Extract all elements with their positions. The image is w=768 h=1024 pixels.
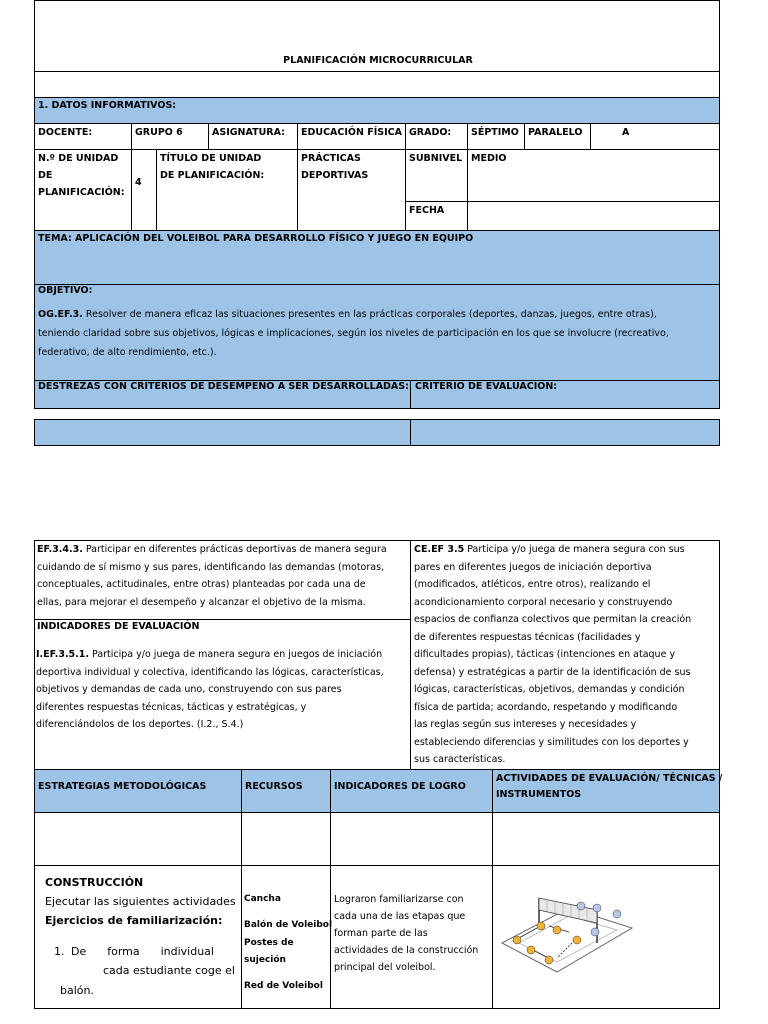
- datos-section-label: 1. DATOS INFORMATIVOS:: [38, 100, 177, 111]
- th-estrategias: [34, 769, 242, 813]
- indicador-text-0: Participa y/o juega de manera segura en juegos de iniciación: [89, 649, 383, 660]
- logro-line-2: cada una de las etapas que: [334, 911, 466, 922]
- titulo-value-line2: DEPORTIVAS: [301, 170, 369, 181]
- actividades-cell: [492, 865, 720, 1009]
- titulo-value-cell: [297, 149, 406, 231]
- destreza-text-0: Participar en diferentes prácticas deportivas de manera segura: [82, 544, 387, 555]
- estrategias-cell: [34, 865, 242, 1009]
- objetivo-row: [34, 284, 720, 381]
- logro-cell: [330, 865, 493, 1009]
- criterio-line-3: (modificados, atléticos, entre otros), realizando el: [414, 579, 651, 590]
- objetivo-line2: teniendo claridad sobre sus objetivos, lógicas e implicaciones, según los niveles de participación en los que se involucre (recreativo,: [38, 328, 669, 339]
- th-actividades: [492, 769, 723, 813]
- criterio-detail-cell: [410, 540, 720, 770]
- ejecutar-text: Ejecutar las siguientes actividades: [45, 895, 236, 908]
- th-indicadores: [330, 769, 493, 813]
- subnivel-label: SUBNIVEL: [405, 149, 468, 202]
- objetivo-text-1: Resolver de manera eficaz las situaciones presentes en las prácticas corporales (deportes, danzas, juegos, entre otras),: [82, 309, 657, 320]
- recurso-cancha: Cancha: [244, 894, 281, 904]
- item-line-3: balón.: [60, 984, 94, 997]
- empty-cell-3: [330, 812, 493, 866]
- destreza-line-3: conceptuales, actitudinales, entre otras) planteadas por cada una de: [37, 579, 366, 590]
- objetivo-code: OG.EF.3.: [38, 309, 83, 320]
- logro-line-5: principal del voleibol.: [334, 962, 436, 973]
- th-indicadores-text: INDICADORES DE LOGRO: [334, 781, 466, 792]
- th-actividades-line1: ACTIVIDADES DE EVALUACIÓN/ TÉCNICAS /: [496, 773, 723, 784]
- unidad-value: 4: [131, 149, 157, 231]
- criterio-line-8: defensa) y estratégicas a partir de la identificación de sus: [414, 666, 691, 678]
- criterio-line-11: las reglas según sus intereses y necesidades y: [414, 719, 637, 730]
- indicador-line-5: diferenciándolos de los deportes. (I.2., S.4.): [36, 719, 244, 730]
- construccion-heading: CONSTRUCCIÓN: [45, 876, 144, 889]
- fecha-value: [467, 201, 720, 231]
- docente-label: DOCENTE:: [34, 123, 132, 150]
- titulo-label-line2: DE PLANIFICACIÓN:: [160, 170, 265, 181]
- tema-row: [34, 230, 720, 285]
- th-actividades-line2: INSTRUMENTOS: [496, 789, 582, 800]
- title-row: [34, 0, 720, 72]
- destrezas-header-left: [34, 380, 411, 409]
- destreza-code: EF.3.4.3.: [37, 544, 83, 555]
- indicador-line-4: diferentes respuestas técnicas, tácticas y estratégicas, y: [36, 701, 307, 713]
- objetivo-label: OBJETIVO:: [38, 285, 93, 296]
- th-recursos: [241, 769, 331, 813]
- subnivel-value: MEDIO: [467, 149, 720, 202]
- asignatura-value: EDUCACIÓN FÍSICA: [297, 123, 406, 150]
- recurso-postes: Postes de: [244, 938, 294, 948]
- criterio-header-text: CRITERIO DE EVALUACIÓN:: [415, 381, 558, 392]
- recurso-balon: Balón de Voleibol: [244, 920, 333, 930]
- paralelo-label: PARALELO: [524, 123, 591, 150]
- empty-cell-4: [492, 812, 720, 866]
- criterio-line-7: dificultades propias), tácticas (intenciones en ataque y: [414, 649, 676, 660]
- paralelo-value: A: [590, 123, 720, 150]
- blank-row-right: [410, 419, 720, 446]
- titulo-label-line1: TÍTULO DE UNIDAD: [160, 153, 262, 164]
- grado-label: GRADO:: [405, 123, 468, 150]
- unidad-label-line1: N.º DE UNIDAD DE: [38, 153, 119, 181]
- indicador-line-2: deportiva individual y colectiva, identificando las lógicas, características,: [36, 666, 384, 678]
- th-recursos-text: RECURSOS: [245, 781, 303, 792]
- docente-value: GRUPO 6: [131, 123, 209, 150]
- criterio-line-4: acondicionamiento corporal necesario y construyendo: [414, 596, 673, 608]
- tema-text: TEMA: APLICACIÓN DEL VOLEIBOL PARA DESARROLLO FÍSICO Y JUEGO EN EQUIPO: [38, 233, 474, 244]
- destrezas-header-text: DESTREZAS CON CRITERIOS DE DESEMPEÑO A SER DESARROLLADAS:: [38, 381, 409, 392]
- item-line-2: cada estudiante coge el: [103, 964, 235, 977]
- logro-line-4: actividades de la construcción: [334, 945, 479, 956]
- logro-line-3: forman parte de las: [334, 928, 428, 939]
- spacer-row: [34, 71, 720, 98]
- criterio-line-5: espacios de confianza colectivos que permitan la creación: [414, 614, 692, 625]
- destreza-line-1: [37, 541, 387, 558]
- indicador-line-1: [36, 646, 382, 663]
- titulo-label-cell: [156, 149, 298, 231]
- criterio-line-12: estableciendo diferencias y similitudes con los deportes y: [414, 736, 689, 748]
- criterio-line-10: física de partida; acordando, respetando y modificando: [414, 701, 678, 713]
- indicadores-label: INDICADORES DE EVALUACIÓN: [37, 621, 200, 632]
- criterio-line-6: de diferentes respuestas técnicas (facilidades y: [414, 631, 641, 643]
- criterio-line-13: sus características.: [414, 754, 506, 765]
- destreza-line-2: cuidando de sí mismo y sus pares, identificando las demandas (motoras,: [37, 561, 385, 573]
- criterio-code: CE.EF 3.5: [414, 544, 465, 555]
- empty-cell-2: [241, 812, 331, 866]
- page-title: PLANIFICACIÓN MICROCURRICULAR: [283, 55, 473, 66]
- item-line-1: De forma individual: [71, 945, 214, 958]
- titulo-value-line1: PRÁCTICAS: [301, 153, 361, 164]
- unidad-label-line2: PLANIFICACIÓN:: [38, 187, 125, 198]
- objetivo-line3: federativo, de alto rendimiento, etc.).: [38, 347, 217, 358]
- datos-section-header: [34, 97, 720, 124]
- unidad-label-cell: [34, 149, 132, 231]
- criterio-line-9: lógicas, características, objetivos, demandas y condición: [414, 684, 685, 695]
- criterio-line-1: [414, 541, 685, 558]
- volleyball-court-illustration: [497, 888, 637, 980]
- item-number: 1.: [54, 945, 65, 958]
- logro-line-1: Lograron familiarizarse con: [334, 894, 464, 905]
- objetivo-line1: [38, 306, 657, 324]
- destrezas-header-right: [410, 380, 720, 409]
- grado-value: SÉPTIMO: [467, 123, 525, 150]
- criterio-line-2: pares en diferentes juegos de iniciación deportiva: [414, 561, 652, 573]
- recursos-cell: [241, 865, 331, 1009]
- fecha-label: FECHA: [405, 201, 468, 231]
- recurso-sujecion: sujeción: [244, 955, 286, 965]
- ejercicios-text: Ejercicios de familiarización:: [45, 914, 223, 927]
- blank-row-left: [34, 419, 411, 446]
- asignatura-label: ASIGNATURA:: [208, 123, 298, 150]
- empty-cell-1: [34, 812, 242, 866]
- destreza-line-4: ellas, para mejorar el desempeño y alcanzar el objetivo de la misma.: [37, 596, 366, 608]
- indicador-line-3: objetivos y demandas de cada uno, construyendo con sus pares: [36, 684, 342, 695]
- indicador-code: I.EF.3.5.1.: [36, 649, 89, 660]
- criterio-text-0: Participa y/o juega de manera segura con sus: [464, 544, 685, 555]
- recurso-red: Red de Voleibol: [244, 981, 323, 991]
- th-estrategias-text: ESTRATEGIAS METODOLÓGICAS: [38, 781, 207, 792]
